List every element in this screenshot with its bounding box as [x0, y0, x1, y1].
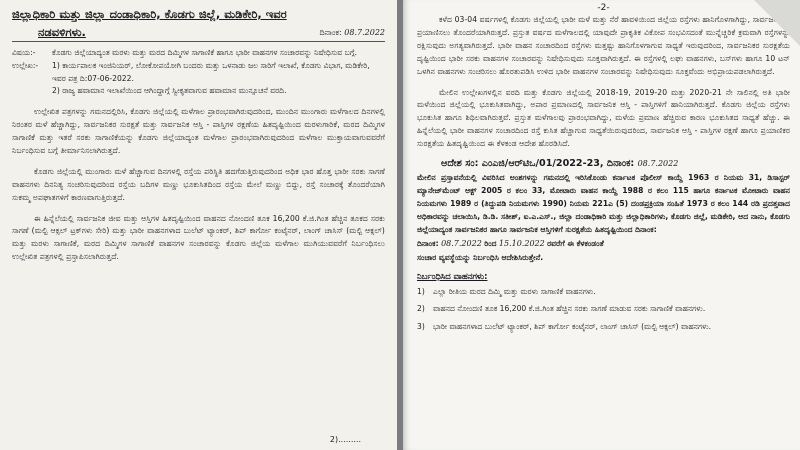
paragraph-2: ಕೊಡಗು ಜಿಲ್ಲೆಯಲ್ಲಿ ಮುಂಗಾರು ಮಳೆ ಹೆಚ್ಚಾಗುವ ದಿನಗಳಲ್ಲಿ ರಸ್ತೆಯ ಪರಿಸ್ಥಿತಿ ಹದಗೆಡುತ್ತಿರುವುದರಿಂದ ಅಧಿಕ ಭಾರ ಹೊತ್ತ ಭಾರೀ ಸರಕು ಸಾಗಣೆ ವಾಹನಗಳು ದಿನನಿತ್ಯ ಸಂಚರಿಸುವುದರಿಂದ ರಸ್ತೆಯ ಬದಿಗಳ ಮಣ್ಣು ಭೂಕುಸಿತದಿಂದ ರಸ್ತೆಯ ಮೇಲೆ ಮಣ್ಣು ಬಿದ್ದು, ರಸ್ತೆ ಸಂಚಾರಕ್ಕೆ ತೊಂದರೆಯಾಗಿ ಸುಕಮ್ಮ ಅಪಘಾತಗಳಿಗೆ ಕಾರಣವಾಗುತ್ತಿರುತ್ತದೆ. — [12, 166, 385, 202]
reference-label: ಉಲ್ಲೇಖ:- — [12, 60, 39, 70]
right-paragraph-2: ಮೇಲಿನ ಉಲ್ಲೇಖಗಳಲ್ಲಿನ ವರದಿ ಮತ್ತು ಕೊಡಗು ಜಿಲ್ಲೆಯಲ್ಲಿ 2018-19, 2019-20 ಮತ್ತು 2020-21 ನೇ ಸಾಲಿನಲ್ಲಿ ಅತಿ ಭಾರೀ ಮಳೆಯಿಂದ ಜಿಲ್ಲೆಯಲ್ಲಿ ಭೂಕುಸಿತವಾಗಿದ್ದು, ಅಪಾರ ಪ್ರಮಾಣದಲ್ಲಿ ಸಾರ್ವಜನಿಕ ಆಸ್ತಿ - ಪಾಸ್ತಿಗಳಿಗೆ ಹಾನಿಯಾಗಿರುತ್ತದೆ. ಕೊಡಗು ಜಿಲ್ಲೆಯ ರಸ್ತೆಗಳು ಭೂಕುಸಿತ ಹಾಗೂ ಶಿಥಿಲವಾಗಿರುತ್ತವೆ. ಪ್ರಸ್ತುತ ಮಳೆಗಾಲವು ಪ್ರಾರಂಭವಾಗಿದ್ದು, ಮಳೆಯ ಪ್ರಮಾಣ ಹೆಚ್ಚಿರುವ ಕಾರಣ ಭೂಕುಸಿತದ ಸಾಧ್ಯತೆ ಹೆಚ್ಚು. ಈ ಹಿನ್ನೆಲೆಯಲ್ಲಿ ಭಾರೀ ವಾಹನಗಳ ಸಂಚಾರದಿಂದ ರಸ್ತೆ ಕುಸಿತ ಹೆಚ್ಚಾಗುವ ಸಾಧ್ಯತೆಯಿರುವುದರಿಂದ, ಸಾರ್ವಜನಿಕ ಆಸ್ತಿ - ಪಾಸ್ತಿಗಳ ರಕ್ಷಣೆ ಹಾಗೂ ಪ್ರಯಾಣಿಕರ ಸುರಕ್ಷತೆಯ ಹಿತದೃಷ್ಟಿಯಿಂದ ಈ ಕೆಳಕಂಡ ಆದೇಶ ಹೊರಡಿಸಿದೆ. — [417, 87, 790, 149]
effective-date-end: ರವರೆಗೆ ಈ ಕೆಳಕಂಡಂತೆ — [547, 238, 604, 248]
order-date-handwritten: 08.7.2022 — [637, 159, 679, 169]
order-paragraph: ಮೇಲಿನ ಪ್ರಸ್ತಾವನೆಯಲ್ಲಿ ವಿವರಿಸಿದ ಅಂಶಗಳನ್ನು ಗಮನದಲ್ಲಿ ಇರಿಸಿಕೊಂಡು ಕರ್ನಾಟಕ ಪೊಲೀಸ್ ಕಾಯ್ದೆ 1963 ರ ನಿಯಮ 31, ಡಿಸಾಸ್ಟರ್ ಮ್ಯಾನೇಜ್‌ಮೆಂಟ್ ಆಕ್ಟ್ 2005 ರ ಕಲಂ 33, ಮೋಟಾರು ವಾಹನ ಕಾಯ್ದೆ 1988 ರ ಕಲಂ 115 ಹಾಗೂ ಕರ್ನಾಟಕ ಮೋಟಾರು ವಾಹನ ನಿಯಮಗಳು 1989 ರ (ತಿದ್ದುಪಡಿ ನಿಯಮಗಳು 1990) ನಿಯಮ 221ಎ (5) ದಂಡಪ್ರಕ್ರಿಯಾ ಸಂಹಿತೆ 1973 ರ ಕಲಂ 144 ರಡಿ ಪ್ರದತ್ತವಾದ ಅಧಿಕಾರವನ್ನು ಚಲಾಯಿಸಿ, ಡಿ.ಡಿ. ಸತೀಶ್, ಐ.ಎ.ಎಸ್., ಜಿಲ್ಲಾ ದಂಡಾಧಿಕಾರಿ ಮತ್ತು ಜಿಲ್ಲಾಧಿಕಾರಿಗಳು, ಕೊಡಗು ಜಿಲ್ಲೆ, ಮಡಿಕೇರಿ, ಆದ ನಾನು, ಕೊಡಗು ಜಿಲ್ಲೆಯಾದ್ಯಂತ ಸಾರ್ವಜನಿಕರ ಹಾಗೂ ಸಾರ್ವಜನಿಕ ಆಸ್ತಿಗಳಿಗೆ ಸುರಕ್ಷತೆಯ ಹಿತದೃಷ್ಟಿಯಿಂದ ದಿನಾಂಕ: — [417, 173, 790, 234]
right-document-page — [403, 0, 800, 450]
page-number: -2- — [597, 3, 610, 13]
right-paragraph-1: ಕಳೆದ 03-04 ವರ್ಷಗಳಲ್ಲಿ ಕೊಡಗು ಜಿಲ್ಲೆಯಲ್ಲಿ ಭಾರೀ ಮಳೆ ಮತ್ತು ನೆರೆ ಹಾವಳಿಯಿಂದ ಜಿಲ್ಲೆಯ ರಸ್ತೆಗಳು ಹಾನಿಗೊಳಗಾಗಿದ್ದು, ಸಾರ್ವಜನಿಕರಿಗೆ ಪ್ರಯಾಣಿಸಲು ತೊಂದರೆಯಾಗಿರುತ್ತದೆ. ಪ್ರಸ್ತುತ ವರ್ಷದ ಮಳೆಗಾಲದಲ್ಲಿ ಯಾವುದೇ ಪ್ರಾಕೃತಿಕ ವಿಕೋಪ ಸಂಭವಿಸದಂತೆ ಮುನ್ನೆಚ್ಚರಿಕೆ ಕ್ರಮವಾಗಿ ರಸ್ತೆಗಳನ್ನು ರಕ್ಷಿಸುವುದು ಅಗತ್ಯವಾಗಿರುತ್ತದೆ. ಭಾರೀ ವಾಹನ ಸಂಚಾರದಿಂದ ರಸ್ತೆಗಳು ಮತ್ತಷ್ಟು ಹಾನಿಗೊಳಗಾಗುವ ಸಾಧ್ಯತೆ ಇರುವುದರಿಂದ, ಸಾರ್ವಜನಿಕರ ಸುರಕ್ಷತೆಯ ದೃಷ್ಟಿಯಿಂದ ಭಾರೀ ಸರಕು ವಾಹನಗಳ ಸಂಚಾರವನ್ನು ನಿಷೇಧಿಸುವುದು ಸೂಕ್ತವಾಗಿರುತ್ತದೆ. ಈ ರಸ್ತೆಗಳಲ್ಲಿ ಲಘು ವಾಹನಗಳು, ಬಸ್‌ಗಳು ಹಾಗೂ 10 ಟನ್ ಒಳಗಿನ ವಾಹನಗಳು ಸಂಚರಿಸಲು ಹೊರತುಪಡಿಸಿ ಉಳಿದ ಭಾರೀ ವಾಹನಗಳ ಸಂಚಾರವನ್ನು ನಿಷೇಧಿಸುವುದು ಸೂಕ್ತವೆಂದು ಅಭಿಪ್ರಾಯಪಡಲಾಗಿರುತ್ತದೆ. — [417, 15, 790, 76]
reference-block — [12, 60, 385, 86]
effective-date-label: ದಿನಾಂಕ: — [417, 238, 439, 248]
reference-block-2 — [12, 85, 385, 98]
subject-text: ಕೊಡಗು ಜಿಲ್ಲೆಯಾದ್ಯಂತ ಮರಳು ಮತ್ತು ಮರದ ದಿಮ್ಮಿಗಳ ಸಾಗಾಣಿಕೆ ಹಾಗೂ ಭಾರೀ ವಾಹನಗಳ ಸಂಚಾರವನ್ನು ನಿಷೇಧಿಸುವ ಬಗ್ಗೆ. — [52, 48, 358, 57]
date-label: ದಿನಾಂಕ: — [319, 28, 342, 37]
order-conclusion: ಸಂಚಾರ ವ್ಯವಸ್ಥೆಯನ್ನು ನಿರ್ಬಂಧಿಸಿ ಆದೇಶಿಸಿರುತ್ತೇನೆ. — [417, 252, 544, 262]
order-number: ಆದೇಶ ಸಂ: ಎಂಎಜಿ/ಆರ್‌ಟಿಒ/01/2022-23, — [441, 158, 604, 170]
order-date-label: ದಿನಾಂಕ: — [606, 158, 635, 170]
subject-block — [12, 47, 385, 60]
next-page-marker: 2)......... — [329, 435, 361, 444]
effective-date-from: 08.7.2022 — [441, 238, 482, 248]
paragraph-1: ಉಲ್ಲೇಖಿತ ಪತ್ರಗಳನ್ನು ಗಮನದಲ್ಲಿರಿಸಿ, ಕೊಡಗು ಜಿಲ್ಲೆಯಲ್ಲಿ ಮಳೆಗಾಲ ಪ್ರಾರಂಭವಾಗಿರುವುದರಿಂದ, ಮುಂದಿನ ಮುಂಗಾರು ಮಳೆಗಾಲದ ದಿನಗಳಲ್ಲಿ ನಿರಂತರ ಮಳೆ ಹೆಚ್ಚಾಗಿದ್ದು, ಸಾರ್ವಜನಿಕರ ಸುರಕ್ಷತೆ ಮತ್ತು ಸಾರ್ವಜನಿಕ ಆಸ್ತಿ - ಪಾಸ್ತಿಗಳ ರಕ್ಷಣೆಯ ಹಿತದೃಷ್ಟಿಯಿಂದ ಮರಳುಗಾರಿಕೆ, ಮರದ ದಿಮ್ಮಿಗಳ ಸಾಗಾಣಿಕೆ ಮತ್ತು ಇತರೆ ಸರಕು ಸಾಗಾಣಿಕೆಯನ್ನು ಕೊಡಗು ಜಿಲ್ಲೆಯಾದ್ಯಂತ ಮಳೆಗಾಲ ಪ್ರಾರಂಭವಾಗಿರುವುದರಿಂದ ಮಳೆಗಾಲ ಮುಕ್ತಾಯವಾಗುವವರೆಗೆ ನಿರ್ಬಂಧಿಸುವ ಬಗ್ಗೆ ತೀರ್ಮಾನಿಸಲಾಗಿರುತ್ತದೆ. — [12, 107, 385, 155]
effective-date-line — [417, 237, 790, 251]
page-fold-corner — [754, 0, 800, 46]
effective-date-line2 — [417, 251, 790, 265]
document-header-line2: ನಡವಳಿಗಳು. — [38, 25, 86, 39]
restricted-list-item: 1) ಎಲ್ಲಾ ರೀತಿಯ ಮರದ ದಿಮ್ಮಿ ಮತ್ತು ಮರಳು ಸಾಗಾಣಿಕೆ ವಾಹನಗಳು. — [417, 286, 596, 296]
document-header: ಜಿಲ್ಲಾಧಿಕಾರಿ ಮತ್ತು ಜಿಲ್ಲಾ ದಂಡಾಧಿಕಾರಿ, ಕೊಡಗು ಜಿಲ್ಲೆ, ಮಡಿಕೇರಿ, ಇವರ — [12, 7, 287, 21]
effective-date-mid: ರಿಂದ — [484, 238, 497, 248]
date-handwritten: 08.7.2022 — [344, 28, 385, 37]
restricted-list-item: 3) ಭಾರೀ ವಾಹನಗಳಾದ ಬುಲೆಟ್ ಟ್ಯಾಂಕರ್, ಶಿಪ್ ಕಾರ್ಗೋ ಕಂಟೈನರ್, ಲಾಂಗ್ ಚಾಸಿಸ್ (ಮಲ್ಟಿ ಆಕ್ಸಲ್) ವಾಹನಗಳು. — [417, 322, 712, 332]
effective-date-to: 15.10.2022 — [498, 238, 545, 248]
reference-1: 1) ಕಾರ್ಯಪಾಲಕ ಇಂಜಿನಿಯರ್, ಲೋಕೋಪಯೋಗಿ ಬಂದರು ಮತ್ತು ಒಳನಾಡು ಜಲ ಸಾರಿಗೆ ಇಲಾಖೆ, ಕೊಡಗು ವಿಭಾಗ, ಮಡಿಕೇರಿ, ಇವರ ಪತ್ರ ದಿ:07-06-2022. — [52, 60, 370, 83]
order-number-line — [441, 156, 790, 172]
left-document-page — [0, 0, 397, 450]
restricted-list-item: 2) ವಾಹನದ ನೋಂದಣಿ ತೂಕ 16,200 ಕೆ.ಜಿ.ಗಿಂತ ಹೆಚ್ಚಿನ ಸರಕು ಸಾಗಣೆ ಮಾಡುವ ಸರಕು ಸಾಗಾಣಿಕೆ ವಾಹನಗಳು. — [417, 304, 706, 314]
paragraph-3: ಈ ಹಿನ್ನೆಲೆಯಲ್ಲಿ ಸಾರ್ವಜನಿಕ ಜೀವ ಮತ್ತು ಆಸ್ತಿಗಳ ಹಿತದೃಷ್ಟಿಯಿಂದ ವಾಹನದ ನೋಂದಣಿ ತೂಕ 16,200 ಕೆ.ಜಿ.ಗಿಂತ ಹೆಚ್ಚಿನ ತೂಕದ ಸರಕು ಸಾಗಣೆ (ಮಲ್ಟಿ ಆಕ್ಸಲ್ ಟ್ರಕ್‌ಗಳು ಸೇರಿ) ಮತ್ತು ಭಾರೀ ವಾಹನಗಳಾದ ಬುಲೆಟ್ ಟ್ಯಾಂಕರ್, ಶಿಪ್ ಕಾರ್ಗೋ ಕಂಟೈನರ್, ಲಾಂಗ್ ಚಾಸಿಸ್ (ಮಲ್ಟಿ ಆಕ್ಸಲ್) ಮತ್ತು ಮರಳು ಸಾಗಾಣಿಕೆ, ಮರದ ದಿಮ್ಮಿಗಳ ಸಾಗಾಣಿಕೆ ವಾಹನಗಳ ಸಂಚಾರವನ್ನು ಕೊಡಗು ಜಿಲ್ಲೆಯ ಮಳೆಗಾಲ ಮುಗಿಯುವವರೆಗೆ ನಿರ್ಬಂಧಿಸಲು ಉಲ್ಲೇಖಿತ ಪತ್ರಗಳಲ್ಲಿ ಪ್ರಸ್ತಾಪಿಸಲಾಗಿರುತ್ತದೆ. — [12, 213, 385, 262]
reference-2: 2) ರಾಜ್ಯ ಹವಾಮಾನ ಇಲಾಖೆಯಿಂದ ಆಗಿಂದ್ದಾಗ್ಗೆ ಸ್ವೀಕೃತವಾಗುವ ಹವಾಮಾನ ಮುನ್ಸೂಚನೆ ವರದಿ. — [52, 86, 287, 96]
restricted-vehicles-title: ನಿರ್ಬಂಧಿಸಿದ ವಾಹನಗಳು: — [417, 270, 488, 281]
subject-label: ವಿಷಯ:- — [12, 48, 36, 57]
